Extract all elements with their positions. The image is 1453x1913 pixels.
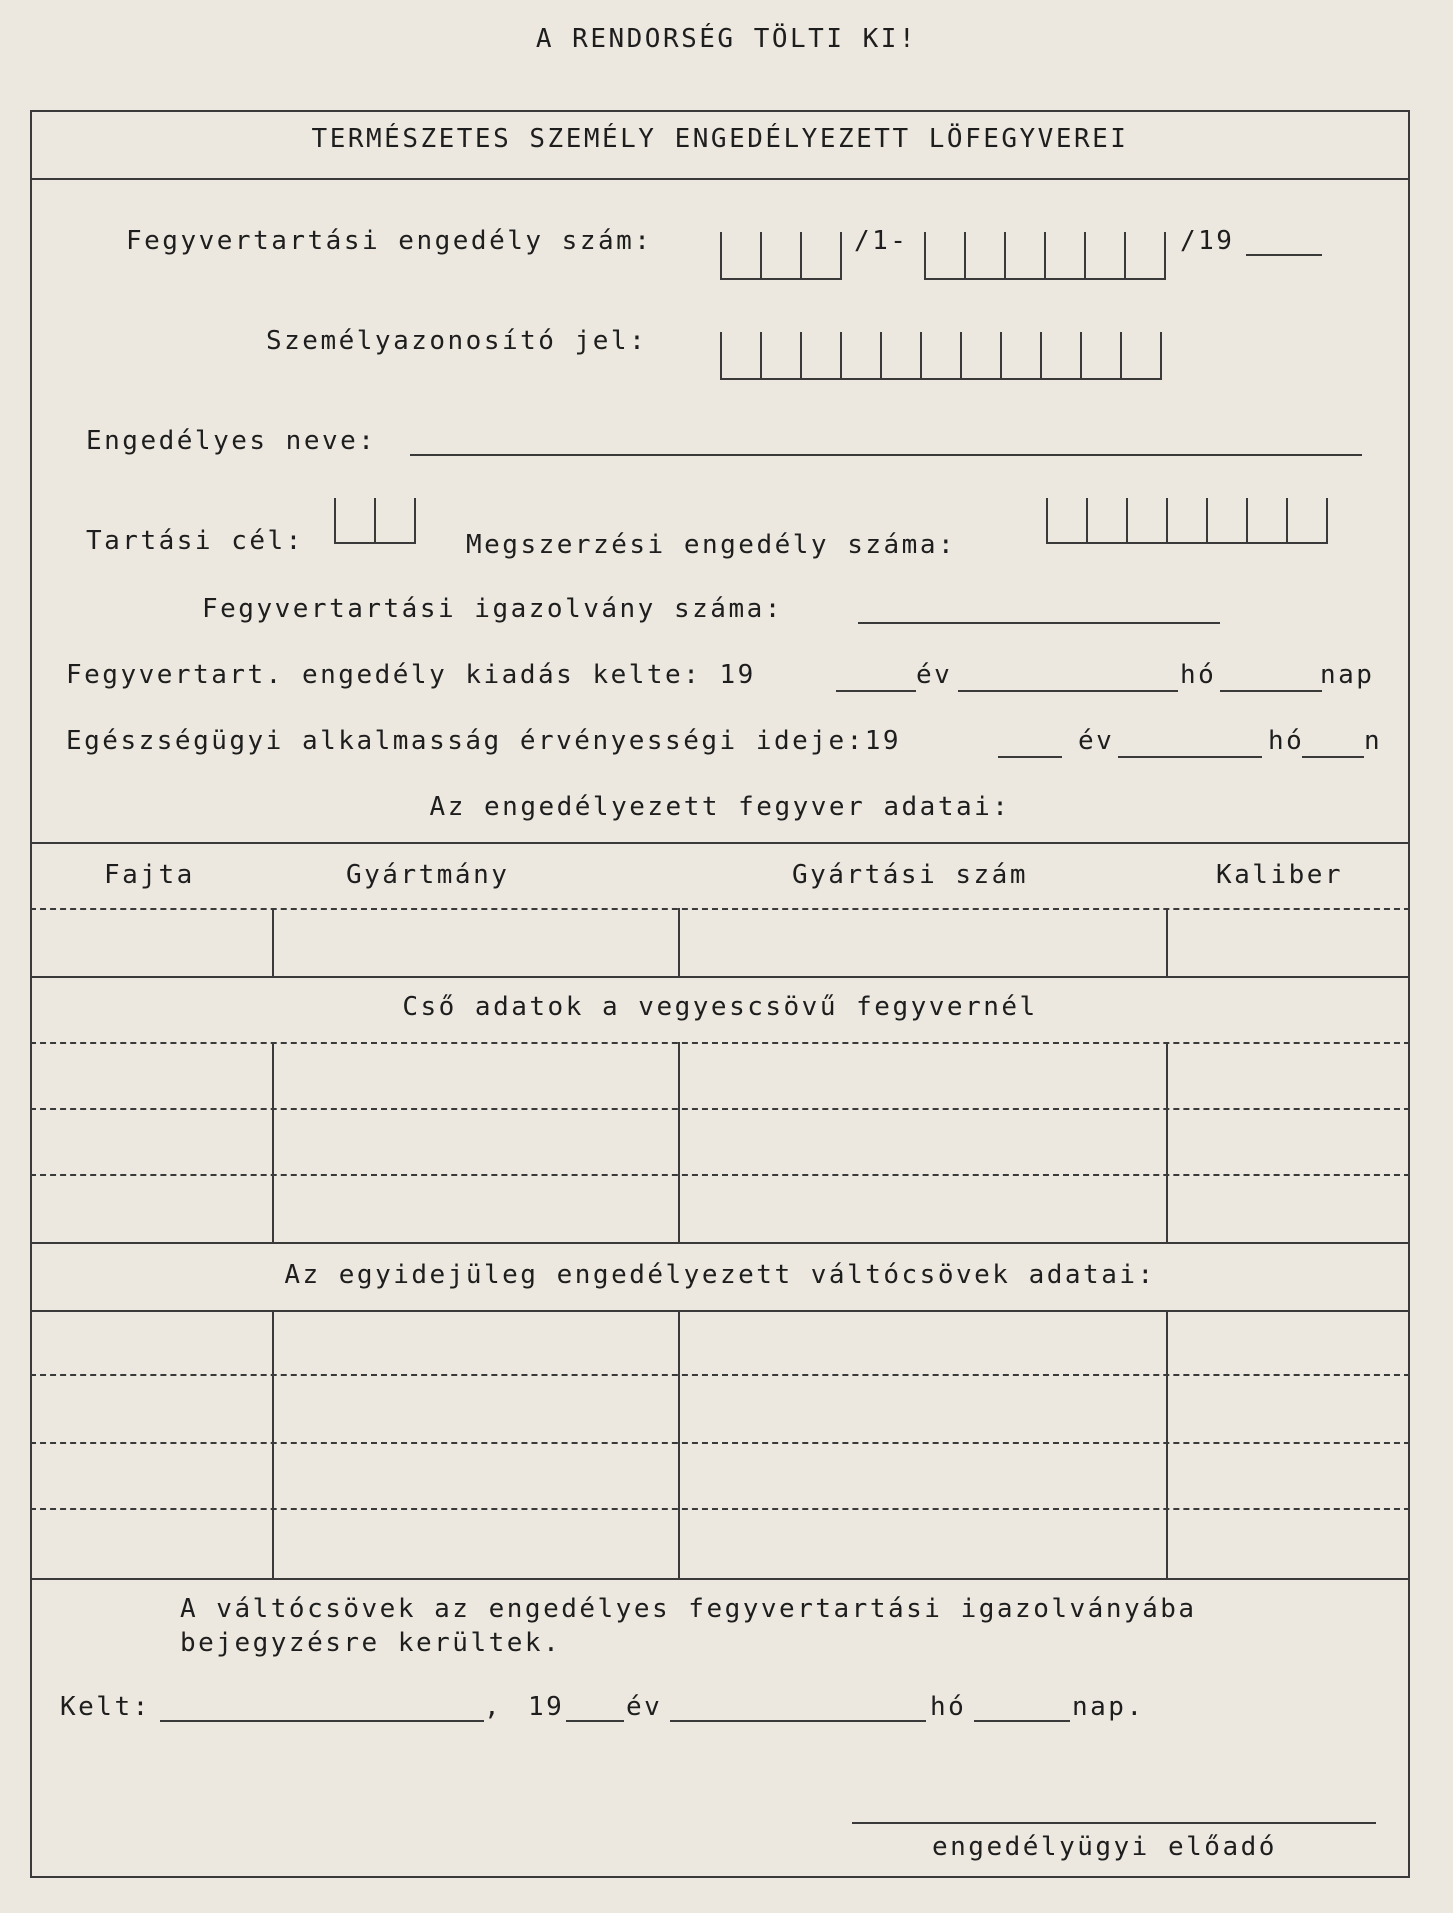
health-validity-label: Egészségügyi alkalmasság érvényességi ideje:19 xyxy=(66,726,902,756)
issue-year-field[interactable] xyxy=(836,690,916,692)
barrel-section-title: Cső adatok a vegyescsövű fegyvernél xyxy=(402,992,1038,1022)
weapon-row-bottom xyxy=(30,976,1410,978)
acquisition-permit-boxes[interactable] xyxy=(1046,498,1328,544)
weapon-col-divider xyxy=(272,908,274,978)
title-divider xyxy=(30,178,1410,180)
spare-col-divider xyxy=(1166,1310,1168,1580)
purpose-boxes[interactable] xyxy=(334,498,416,544)
holder-name-field[interactable] xyxy=(410,454,1362,456)
dated-year-prefix: 19 xyxy=(528,1692,565,1722)
form-title: TERMÉSZETES SZEMÉLY ENGEDÉLYEZETT LÖFEGYVEREI xyxy=(311,124,1129,154)
weapon-col-divider xyxy=(678,908,680,978)
dated-nap: nap. xyxy=(1072,1692,1145,1722)
card-number-label: Fegyvertartási igazolvány száma: xyxy=(202,594,783,624)
dated-day-field[interactable] xyxy=(974,1720,1070,1722)
barrel-col-divider xyxy=(678,1042,680,1242)
permit-number-boxes-a[interactable] xyxy=(720,232,842,280)
issue-month-field[interactable] xyxy=(958,690,1178,692)
spare-table-top xyxy=(30,1310,1410,1312)
spare-row-line xyxy=(30,1374,1410,1376)
spare-col-divider xyxy=(272,1310,274,1580)
signature-line[interactable] xyxy=(852,1822,1376,1824)
note-line-1: A váltócsövek az engedélyes fegyvertartási igazolványába xyxy=(180,1594,1197,1624)
spare-table-bottom xyxy=(30,1578,1410,1580)
dated-year-field[interactable] xyxy=(566,1720,624,1722)
dated-ev: év xyxy=(626,1692,663,1722)
issue-ho: hó xyxy=(1180,660,1217,690)
acquisition-permit-label: Megszerzési engedély száma: xyxy=(466,530,957,560)
barrel-col-divider xyxy=(272,1042,274,1242)
issue-date-label: Fegyvertart. engedély kiadás kelte: 19 xyxy=(66,660,756,690)
card-number-field[interactable] xyxy=(858,622,1220,624)
weapon-header-bottom xyxy=(30,908,1410,910)
permit-number-boxes-b[interactable] xyxy=(924,232,1166,280)
health-n: n xyxy=(1364,726,1383,756)
health-year-field[interactable] xyxy=(998,756,1062,758)
issue-day-field[interactable] xyxy=(1220,690,1322,692)
frame-top xyxy=(30,110,1410,112)
col-gyartasi-szam: Gyártási szám xyxy=(792,860,1028,890)
issue-ev: év xyxy=(916,660,953,690)
personal-id-boxes[interactable] xyxy=(720,332,1162,380)
spare-row-line xyxy=(30,1508,1410,1510)
dated-month-field[interactable] xyxy=(670,1720,926,1722)
issue-nap: nap xyxy=(1320,660,1375,690)
permit-year-prefix: /19 xyxy=(1180,226,1235,256)
health-day-field[interactable] xyxy=(1302,756,1364,758)
personal-id-label: Személyazonosító jel: xyxy=(266,326,648,356)
dated-place-field[interactable] xyxy=(160,1720,484,1722)
weapon-section-title: Az engedélyezett fegyver adatai: xyxy=(429,792,1011,822)
barrel-table-bottom xyxy=(30,1242,1410,1244)
health-month-field[interactable] xyxy=(1118,756,1262,758)
col-kaliber: Kaliber xyxy=(1216,860,1344,890)
note-line-2: bejegyzésre kerültek. xyxy=(180,1628,562,1658)
permit-number-label: Fegyvertartási engedély szám: xyxy=(126,226,653,256)
permit-year-field[interactable] xyxy=(1246,254,1322,256)
barrel-table-top xyxy=(30,1042,1410,1044)
dated-comma: , xyxy=(484,1692,503,1722)
top-note: A RENDORSÉG TÖLTI KI! xyxy=(535,24,918,54)
col-gyartmany: Gyártmány xyxy=(346,860,510,890)
dated-ho: hó xyxy=(930,1692,967,1722)
holder-name-label: Engedélyes neve: xyxy=(86,426,377,456)
permit-number-separator: /1- xyxy=(854,226,909,256)
signature-role: engedélyügyi előadó xyxy=(932,1832,1277,1862)
frame-bottom xyxy=(30,1876,1410,1878)
barrel-row-line xyxy=(30,1174,1410,1176)
health-ho: hó xyxy=(1268,726,1305,756)
spare-row-line xyxy=(30,1442,1410,1444)
purpose-label: Tartási cél: xyxy=(86,526,304,556)
dated-label: Kelt: xyxy=(60,1692,151,1722)
spare-barrels-section-title: Az egyidejüleg engedélyezett váltócsövek adatai: xyxy=(284,1260,1156,1290)
health-ev: év xyxy=(1078,726,1115,756)
barrel-row-line xyxy=(30,1108,1410,1110)
col-fajta: Fajta xyxy=(104,860,195,890)
barrel-col-divider xyxy=(1166,1042,1168,1242)
spare-col-divider xyxy=(678,1310,680,1580)
weapon-col-divider xyxy=(1166,908,1168,978)
weapon-header-top xyxy=(30,842,1410,844)
